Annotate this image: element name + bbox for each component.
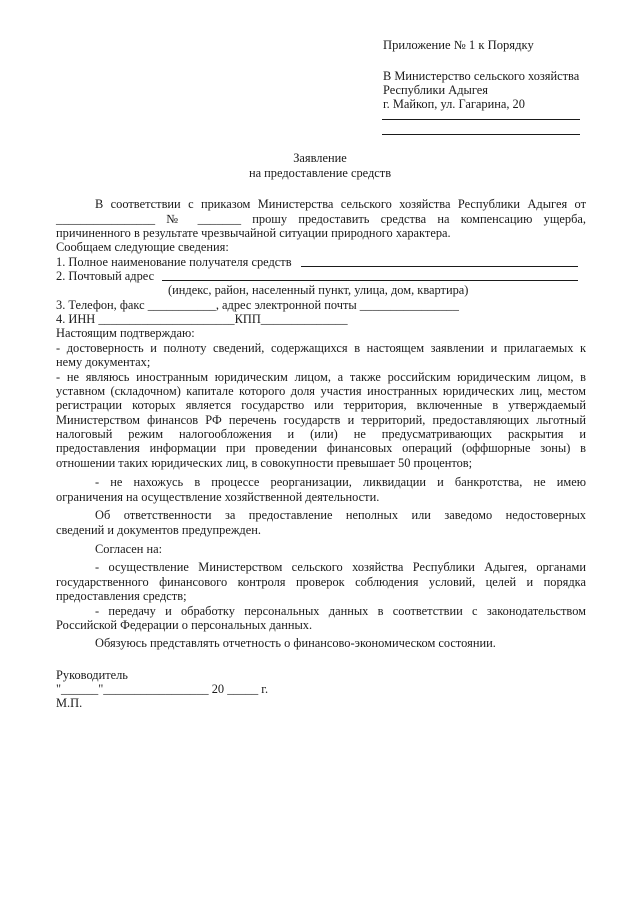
responsibility-text: сведений и документов предупрежден. bbox=[56, 523, 261, 537]
intro-text: Сообщаем следующие сведения: bbox=[56, 240, 229, 254]
signature-role: Руководитель bbox=[56, 668, 128, 682]
responsibility-text: Об ответственности за предоставление неполных или заведомо недостоверных bbox=[95, 508, 586, 522]
confirm-item: - достоверность и полноту сведений, содержащихся в настоящем заявлении и прилагаемых к bbox=[56, 341, 586, 355]
confirm-item: предоставления информации при проведении финансовых операций (оффшорные зоны) в bbox=[56, 441, 586, 455]
consent-item: - осуществление Министерством сельского хозяйства Республики Адыгея, органами bbox=[95, 560, 586, 574]
addressee-blank-line bbox=[382, 119, 580, 120]
intro-text: причиненного в результате чрезвычайной ситуации природного характера. bbox=[56, 226, 451, 240]
confirm-item: - не являюсь иностранным юридическим лицом, а также российским юридическим лицом, в bbox=[56, 370, 586, 384]
appendix-label: Приложение № 1 к Порядку bbox=[383, 38, 534, 52]
addressee-line: В Министерство сельского хозяйства bbox=[383, 69, 580, 83]
document-subtitle: на предоставление средств bbox=[248, 166, 392, 180]
consent-item: предоставления средств; bbox=[56, 589, 187, 603]
confirm-item: - не нахожусь в процессе реорганизации, ликвидации и банкротства, не имею bbox=[95, 475, 586, 489]
obligation-text: Обязуюсь представлять отчетность о финансово-экономическом состоянии. bbox=[95, 636, 496, 650]
consent-heading: Согласен на: bbox=[95, 542, 163, 556]
intro-text: В соответствии с приказом Министерства сельского хозяйства Республики Адыгея от bbox=[95, 197, 586, 211]
address-hint: (индекс, район, населенный пункт, улица, дом, квартира) bbox=[168, 283, 469, 297]
field-inn-kpp: 4. ИНН ______________________КПП______________ bbox=[56, 312, 348, 326]
confirm-item: уставном (складочном) капитале которого доля участия иностранных юридических лиц, местом bbox=[56, 384, 586, 398]
signature-date-line: "______"_________________ 20 _____ г. bbox=[56, 682, 269, 696]
confirm-item: нему документах; bbox=[56, 355, 151, 369]
postal-address-blank bbox=[162, 280, 578, 281]
addressee-line: Республики Адыгея bbox=[383, 83, 488, 97]
confirm-heading: Настоящим подтверждаю: bbox=[56, 326, 195, 340]
consent-item: Российской Федерации о персональных данных. bbox=[56, 618, 313, 632]
field-phone-email: 3. Телефон, факс ___________, адрес электронной почты ________________ bbox=[56, 298, 459, 312]
consent-item: государственного финансового контроля проверок соблюдения условий, целей и порядка bbox=[56, 575, 586, 589]
confirm-item: Министерством финансов РФ перечень государств и территорий, предоставляющих льготный bbox=[56, 413, 586, 427]
stamp-label: М.П. bbox=[56, 696, 83, 710]
confirm-item: ограничения на осуществление хозяйственной деятельности. bbox=[56, 490, 380, 504]
document-title: Заявление bbox=[293, 151, 347, 165]
addressee-line: г. Майкоп, ул. Гагарина, 20 bbox=[383, 97, 525, 111]
intro-text: ________________ № _______ прошу предоставить средства на компенсацию ущерба, bbox=[56, 212, 586, 226]
confirm-item: налоговый режим налогообложения и (или) не предусматривающих раскрытия и bbox=[56, 427, 586, 441]
field-recipient-name: 1. Полное наименование получателя средств bbox=[56, 255, 292, 269]
field-postal-address: 2. Почтовый адрес bbox=[56, 269, 155, 283]
confirm-item: отношении таких юридических лиц, в совокупности превышает 50 процентов; bbox=[56, 456, 473, 470]
recipient-name-blank bbox=[301, 266, 578, 267]
consent-item: - передачу и обработку персональных данных в соответствии с законодательством bbox=[95, 604, 586, 618]
addressee-blank-line bbox=[382, 134, 580, 135]
confirm-item: регистрации которых является государство или территория, включенные в утверждаемый bbox=[56, 398, 586, 412]
